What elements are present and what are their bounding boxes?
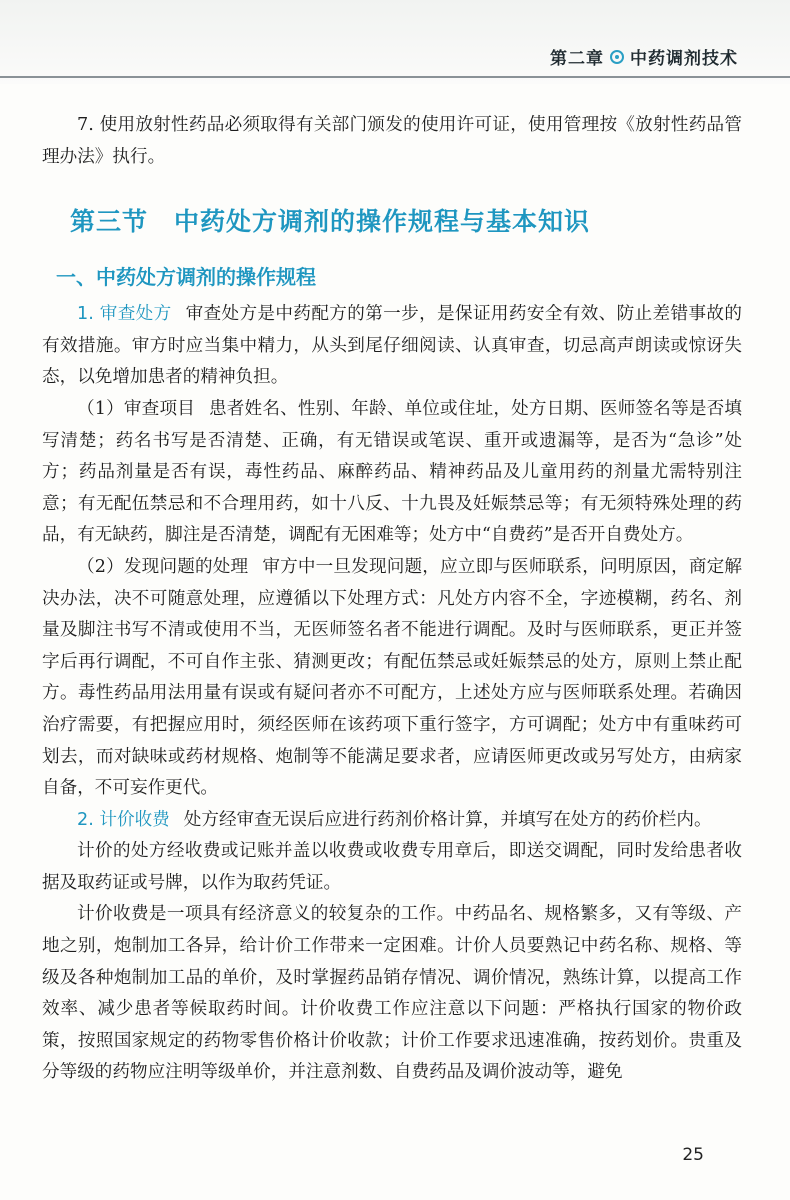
page-body [42,110,742,1089]
paragraph-text: 患者姓名、性别、年龄、单位或住址，处方日期、医师签名等是否填写清楚；药名书写是否清楚、正确，有无错误或笔误、重开或遗漏等，是否为“急诊”处方；药品剂量是否有误，毒性药品、麻醉药品、精神药品及儿童用药的剂量尤需特别注意；有无配伍禁忌和不合理用药，如十八反、十九畏及妊娠禁忌等；有无须特殊处理的药品，有无缺药，脚注是否清楚，调配有无困难等；处方中“自费药”是否开自费处方。 [42,398,742,546]
term-pricing: 2. 计价收费 [77,809,170,830]
running-head [550,44,738,69]
paragraph-radioactive-drugs: 7. 使用放射性药品必须取得有关部门颁发的使用许可证，使用管理按《放射性药品管理办法》执行。 [42,115,742,167]
header-band [0,0,790,84]
section-number: 第三节 [70,207,149,237]
paragraph-pricing-receipt: 计价的处方经收费或记账并盖以收费或收费专用章后，即送交调配，同时发给患者收据及取药证或号牌，以作为取药凭证。 [42,841,742,893]
paragraph-review-items [42,394,742,552]
chapter-number: 第二章 [550,49,604,69]
section-heading [42,205,742,239]
paragraph-pricing-work: 计价收费是一项具有经济意义的较复杂的工作。中药品名、规格繁多，又有等级、产地之别，炮制加工各异，给计价工作带来一定困难。计价人员要熟记中药名称、规格、等级及各种炮制加工品的单价，及时掌握药品销存情况、调价情况，熟练计算，以提高工作效率、减少患者等候取药时间。计价收费工作应注意以下问题：严格执行国家的物价政策，按照国家规定的药物零售价格计价收款；计价工作要求迅速准确，按药划价。贵重及分等级的药物应注明等级单价，并注意剂数、自费药品及调价波动等，避免 [42,904,742,1083]
paragraph-text: 审方中一旦发现问题，应立即与医师联系，问明原因，商定解决办法，决不可随意处理，应遵循以下处理方式：凡处方内容不全，字迹模糊，药名、剂量及脚注书写不清或使用不当，无医师签名者不能进行调配。及时与医师联系，更正并签字后再行调配，不可自作主张、猜测更改；有配伍禁忌或妊娠禁忌的处方，原则上禁止配方。毒性药品用法用量有误或有疑问者亦不可配方，上述处方应与医师联系处理。若确因治疗需要，有把握应用时，须经医师在该药项下重行签字，方可调配；处方中有重味药可划去，而对缺味或药材规格、炮制等不能满足要求者，应请医师更改或另写处方，由病家自备，不可妄作更代。 [42,556,742,799]
paragraph-review-prescription [42,299,742,394]
item-review-items: （1）审查项目 [77,398,196,419]
paragraph-pricing [42,805,742,837]
paragraph-text: 处方经审查无误后应进行药剂价格计算，并填写在处方的药价栏内。 [183,809,712,830]
section-title: 中药处方调剂的操作规程与基本知识 [174,207,591,237]
term-review-prescription: 1. 审查处方 [77,304,172,325]
page-number: 25 [682,1145,704,1165]
item-problem-handling: （2）发现问题的处理 [77,556,249,577]
circle-separator-icon [610,50,624,64]
paragraph-text: 审查处方是中药配方的第一步，是保证用药安全有效、防止差错事故的有效措施。审方时应当集中精力，从头到尾仔细阅读、认真审查，切忌高声朗读或惊讶失态，以免增加患者的精神负担。 [42,304,742,388]
header-rule [0,76,790,78]
subsection-heading: 一、中药处方调剂的操作规程 [56,265,316,290]
chapter-title: 中药调剂技术 [630,49,738,69]
paragraph-problem-handling [42,552,742,805]
